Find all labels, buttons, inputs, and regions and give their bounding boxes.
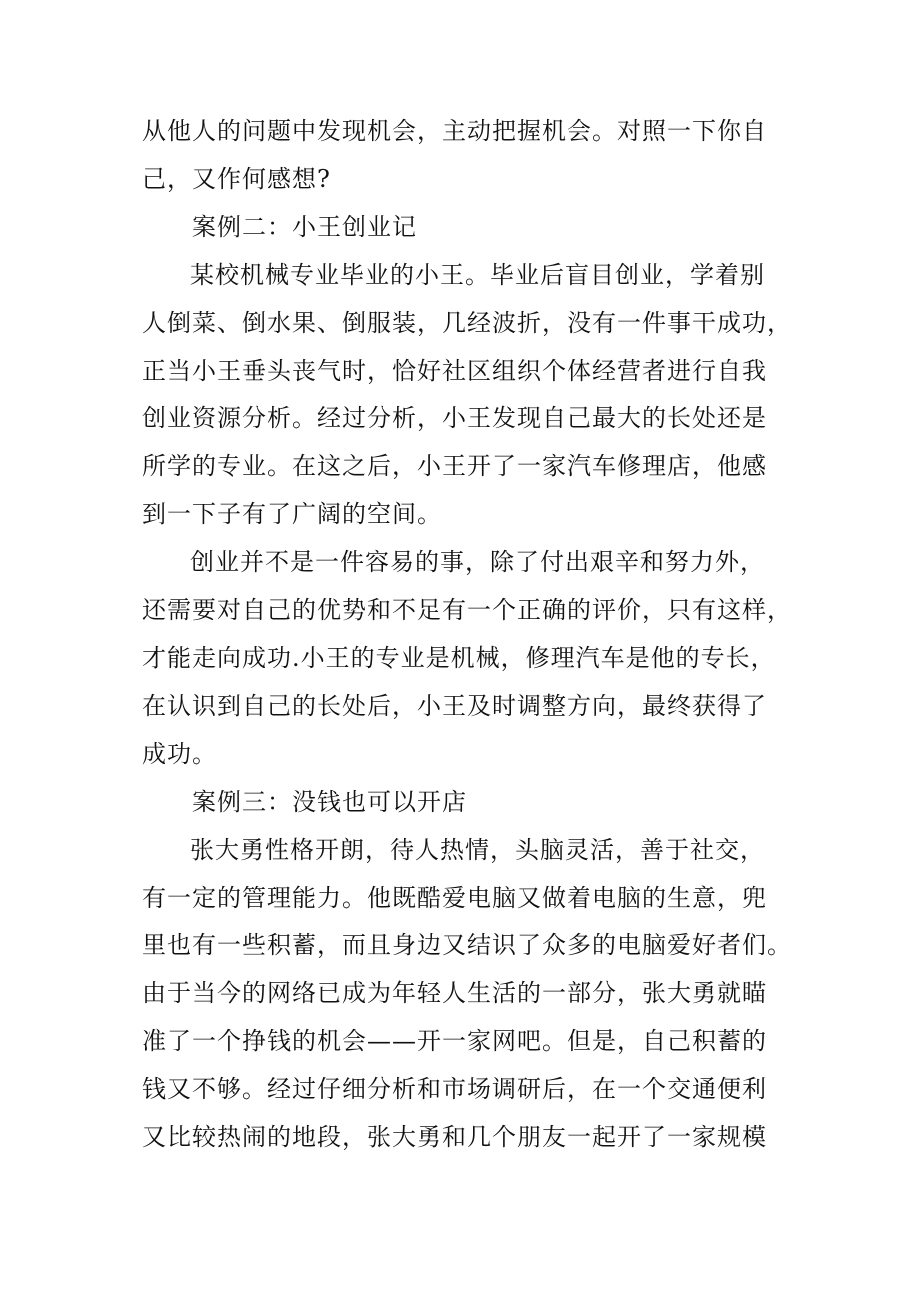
text-line: 在认识到自己的长处后，小王及时调整方向，最终获得了 (142, 691, 767, 720)
text-line: 所学的专业。在这之后，小王开了一家汽车修理店，他感 (142, 452, 767, 481)
text-line: 到一下子有了广阔的空间。 (142, 500, 442, 529)
text-line: 又比较热闹的地段，张大勇和几个朋友一起开了一家规模 (142, 1123, 767, 1152)
text-line: 还需要对自己的优势和不足有一个正确的评价，只有这样， (142, 596, 792, 625)
text-line: 己，又作何感想? (142, 164, 331, 193)
text-line: 才能走向成功.小王的专业是机械，修理汽车是他的专长， (142, 643, 776, 672)
heading-case3: 案例三：没钱也可以开店 (192, 787, 467, 816)
paragraph-case1-reflection (142, 108, 772, 204)
text-line: 由于当今的网络已成为年轻人生活的一部分，张大勇就瞄 (142, 979, 767, 1008)
text-line: 正当小王垂头丧气时，恰好社区组织个体经营者进行自我 (142, 356, 767, 385)
paragraph-case2-story (142, 252, 792, 539)
text-line: 准了一个挣钱的机会——开一家网吧。但是，自己积蓄的 (142, 1027, 767, 1056)
heading-case2: 案例二：小王创业记 (192, 212, 417, 241)
document-page (142, 108, 792, 1162)
text-line: 里也有一些积蓄，而且身边又结识了众多的电脑爱好者们。 (142, 931, 792, 960)
text-line: 从他人的问题中发现机会，主动把握机会。对照一下你自 (142, 117, 767, 145)
text-line: 有一定的管理能力。他既酷爱电脑又做着电脑的生意，兜 (142, 883, 767, 912)
text-line: 钱又不够。经过仔细分析和市场调研后，在一个交通便利 (142, 1075, 767, 1104)
text-line: 某校机械专业毕业的小王。毕业后盲目创业，学着别 (190, 260, 765, 289)
paragraph-case3-story (142, 827, 792, 1162)
paragraph-case2-analysis (142, 539, 792, 779)
text-line: 创业并不是一件容易的事，除了付出艰辛和努力外， (190, 548, 765, 577)
text-line: 人倒菜、倒水果、倒服装，几经波折，没有一件事干成功， (142, 308, 792, 337)
text-line: 张大勇性格开朗，待人热情，头脑灵活，善于社交， (190, 835, 765, 864)
text-line: 成功。 (142, 739, 217, 768)
text-line: 创业资源分析。经过分析，小王发现自己最大的长处还是 (142, 404, 767, 433)
